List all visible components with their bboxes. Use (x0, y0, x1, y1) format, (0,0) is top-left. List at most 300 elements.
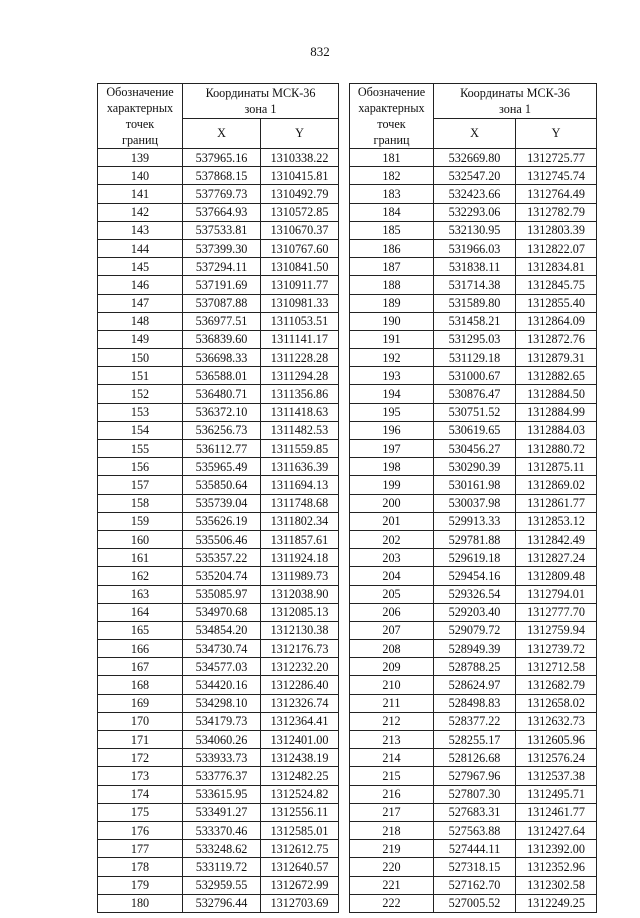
x-coordinate-cell: 531458.21 (434, 312, 516, 330)
point-id-cell: 190 (350, 312, 434, 330)
table-row (350, 185, 597, 203)
point-id-cell: 177 (98, 840, 183, 858)
y-coordinate-cell: 1310670.37 (261, 221, 339, 239)
x-coordinate-cell: 527807.30 (434, 785, 516, 803)
table-row (98, 512, 339, 530)
x-coordinate-cell: 527563.88 (434, 821, 516, 839)
x-coordinate-cell: 528624.97 (434, 676, 516, 694)
table-row (350, 367, 597, 385)
table-row (350, 549, 597, 567)
table-row (98, 239, 339, 257)
x-coordinate-cell: 536698.33 (183, 349, 261, 367)
x-coordinate-cell: 534854.20 (183, 621, 261, 639)
x-coordinate-cell: 537868.15 (183, 167, 261, 185)
y-coordinate-cell: 1312842.49 (516, 530, 597, 548)
y-coordinate-cell: 1311857.61 (261, 530, 339, 548)
y-coordinate-cell: 1310911.77 (261, 276, 339, 294)
header-y: Y (516, 119, 597, 149)
table-row (98, 312, 339, 330)
y-coordinate-cell: 1312632.73 (516, 712, 597, 730)
table-row (350, 258, 597, 276)
point-id-cell: 211 (350, 694, 434, 712)
y-coordinate-cell: 1312745.74 (516, 167, 597, 185)
x-coordinate-cell: 529619.18 (434, 549, 516, 567)
table-row (350, 167, 597, 185)
y-coordinate-cell: 1312640.57 (261, 858, 339, 876)
table-row (350, 476, 597, 494)
table-row (350, 349, 597, 367)
table-row (350, 603, 597, 621)
point-id-cell: 215 (350, 767, 434, 785)
y-coordinate-cell: 1310841.50 (261, 258, 339, 276)
y-coordinate-cell: 1312712.58 (516, 658, 597, 676)
table-row (350, 749, 597, 767)
point-id-cell: 145 (98, 258, 183, 276)
x-coordinate-cell: 532796.44 (183, 894, 261, 912)
table-row (350, 294, 597, 312)
x-coordinate-cell: 527162.70 (434, 876, 516, 894)
y-coordinate-cell: 1312764.49 (516, 185, 597, 203)
point-id-cell: 191 (350, 330, 434, 348)
y-coordinate-cell: 1312739.72 (516, 640, 597, 658)
table-row (98, 603, 339, 621)
x-coordinate-cell: 536977.51 (183, 312, 261, 330)
table-row (350, 894, 597, 912)
point-id-cell: 165 (98, 621, 183, 639)
point-id-cell: 198 (350, 458, 434, 476)
y-coordinate-cell: 1312884.99 (516, 403, 597, 421)
point-id-cell: 218 (350, 821, 434, 839)
y-coordinate-cell: 1311228.28 (261, 349, 339, 367)
x-coordinate-cell: 531589.80 (434, 294, 516, 312)
y-coordinate-cell: 1312864.09 (516, 312, 597, 330)
point-id-cell: 158 (98, 494, 183, 512)
point-id-cell: 175 (98, 803, 183, 821)
table-row (350, 458, 597, 476)
point-id-cell: 207 (350, 621, 434, 639)
x-coordinate-cell: 530037.98 (434, 494, 516, 512)
point-id-cell: 210 (350, 676, 434, 694)
y-coordinate-cell: 1312782.79 (516, 203, 597, 221)
y-coordinate-cell: 1312176.73 (261, 640, 339, 658)
table-row (98, 712, 339, 730)
point-id-cell: 185 (350, 221, 434, 239)
x-coordinate-cell: 535965.49 (183, 458, 261, 476)
header-coordinate-system: Координаты МСК-36 зона 1 (434, 84, 597, 119)
point-id-cell: 205 (350, 585, 434, 603)
y-coordinate-cell: 1312703.69 (261, 894, 339, 912)
point-id-cell: 189 (350, 294, 434, 312)
point-id-cell: 217 (350, 803, 434, 821)
y-coordinate-cell: 1312872.76 (516, 330, 597, 348)
point-id-cell: 192 (350, 349, 434, 367)
x-coordinate-cell: 531129.18 (434, 349, 516, 367)
point-id-cell: 178 (98, 858, 183, 876)
y-coordinate-cell: 1312861.77 (516, 494, 597, 512)
table-row (98, 167, 339, 185)
y-coordinate-cell: 1310492.79 (261, 185, 339, 203)
x-coordinate-cell: 528788.25 (434, 658, 516, 676)
point-id-cell: 202 (350, 530, 434, 548)
y-coordinate-cell: 1311802.34 (261, 512, 339, 530)
y-coordinate-cell: 1312585.01 (261, 821, 339, 839)
table-row (98, 330, 339, 348)
x-coordinate-cell: 535085.97 (183, 585, 261, 603)
table-row (98, 894, 339, 912)
x-coordinate-cell: 534179.73 (183, 712, 261, 730)
table-row (350, 785, 597, 803)
x-coordinate-cell: 527318.15 (434, 858, 516, 876)
table-row (98, 385, 339, 403)
x-coordinate-cell: 533776.37 (183, 767, 261, 785)
table-row (350, 840, 597, 858)
x-coordinate-cell: 536839.60 (183, 330, 261, 348)
table-row (98, 421, 339, 439)
table-row (98, 403, 339, 421)
y-coordinate-cell: 1312855.40 (516, 294, 597, 312)
x-coordinate-cell: 530876.47 (434, 385, 516, 403)
y-coordinate-cell: 1312869.02 (516, 476, 597, 494)
point-id-cell: 149 (98, 330, 183, 348)
y-coordinate-cell: 1312427.64 (516, 821, 597, 839)
y-coordinate-cell: 1312524.82 (261, 785, 339, 803)
point-id-cell: 167 (98, 658, 183, 676)
y-coordinate-cell: 1312777.70 (516, 603, 597, 621)
x-coordinate-cell: 531295.03 (434, 330, 516, 348)
point-id-cell: 222 (350, 894, 434, 912)
point-id-cell: 170 (98, 712, 183, 730)
x-coordinate-cell: 531000.67 (434, 367, 516, 385)
x-coordinate-cell: 527967.96 (434, 767, 516, 785)
point-id-cell: 166 (98, 640, 183, 658)
y-coordinate-cell: 1310767.60 (261, 239, 339, 257)
y-coordinate-cell: 1312853.12 (516, 512, 597, 530)
point-id-cell: 187 (350, 258, 434, 276)
x-coordinate-cell: 535850.64 (183, 476, 261, 494)
x-coordinate-cell: 532293.06 (434, 203, 516, 221)
table-row (98, 749, 339, 767)
point-id-cell: 143 (98, 221, 183, 239)
table-row (350, 621, 597, 639)
x-coordinate-cell: 533248.62 (183, 840, 261, 858)
point-id-cell: 212 (350, 712, 434, 730)
x-coordinate-cell: 537294.11 (183, 258, 261, 276)
point-id-cell: 146 (98, 276, 183, 294)
table-row (98, 221, 339, 239)
table-row (98, 785, 339, 803)
x-coordinate-cell: 537769.73 (183, 185, 261, 203)
x-coordinate-cell: 528498.83 (434, 694, 516, 712)
y-coordinate-cell: 1312364.41 (261, 712, 339, 730)
x-coordinate-cell: 532547.20 (434, 167, 516, 185)
table-row (350, 821, 597, 839)
point-id-cell: 144 (98, 239, 183, 257)
y-coordinate-cell: 1312884.50 (516, 385, 597, 403)
y-coordinate-cell: 1312556.11 (261, 803, 339, 821)
x-coordinate-cell: 534730.74 (183, 640, 261, 658)
point-id-cell: 193 (350, 367, 434, 385)
x-coordinate-cell: 535626.19 (183, 512, 261, 530)
point-id-cell: 171 (98, 731, 183, 749)
x-coordinate-cell: 528126.68 (434, 749, 516, 767)
y-coordinate-cell: 1312605.96 (516, 731, 597, 749)
y-coordinate-cell: 1312352.96 (516, 858, 597, 876)
point-id-cell: 216 (350, 785, 434, 803)
x-coordinate-cell: 529203.40 (434, 603, 516, 621)
table-row (350, 149, 597, 167)
y-coordinate-cell: 1312884.03 (516, 421, 597, 439)
x-coordinate-cell: 536588.01 (183, 367, 261, 385)
point-id-cell: 163 (98, 585, 183, 603)
table-row (350, 803, 597, 821)
y-coordinate-cell: 1312438.19 (261, 749, 339, 767)
point-id-cell: 142 (98, 203, 183, 221)
table-row (98, 276, 339, 294)
x-coordinate-cell: 530456.27 (434, 440, 516, 458)
table-row (350, 512, 597, 530)
point-id-cell: 176 (98, 821, 183, 839)
point-id-cell: 173 (98, 767, 183, 785)
y-coordinate-cell: 1312232.20 (261, 658, 339, 676)
table-row (350, 330, 597, 348)
x-coordinate-cell: 532669.80 (434, 149, 516, 167)
table-row (350, 712, 597, 730)
y-coordinate-cell: 1312461.77 (516, 803, 597, 821)
table-row (350, 494, 597, 512)
y-coordinate-cell: 1312392.00 (516, 840, 597, 858)
point-id-cell: 197 (350, 440, 434, 458)
x-coordinate-cell: 528949.39 (434, 640, 516, 658)
y-coordinate-cell: 1312882.65 (516, 367, 597, 385)
table-row (98, 803, 339, 821)
x-coordinate-cell: 536480.71 (183, 385, 261, 403)
y-coordinate-cell: 1312085.13 (261, 603, 339, 621)
table-row (98, 585, 339, 603)
x-coordinate-cell: 537664.93 (183, 203, 261, 221)
y-coordinate-cell: 1311924.18 (261, 549, 339, 567)
point-id-cell: 221 (350, 876, 434, 894)
y-coordinate-cell: 1312495.71 (516, 785, 597, 803)
point-id-cell: 141 (98, 185, 183, 203)
x-coordinate-cell: 530619.65 (434, 421, 516, 439)
y-coordinate-cell: 1312612.75 (261, 840, 339, 858)
x-coordinate-cell: 537965.16 (183, 149, 261, 167)
table-row (350, 694, 597, 712)
y-coordinate-cell: 1311141.17 (261, 330, 339, 348)
x-coordinate-cell: 529913.33 (434, 512, 516, 530)
y-coordinate-cell: 1311748.68 (261, 494, 339, 512)
point-id-cell: 157 (98, 476, 183, 494)
y-coordinate-cell: 1312482.25 (261, 767, 339, 785)
table-row (350, 858, 597, 876)
y-coordinate-cell: 1311053.51 (261, 312, 339, 330)
point-id-cell: 156 (98, 458, 183, 476)
point-id-cell: 155 (98, 440, 183, 458)
y-coordinate-cell: 1312725.77 (516, 149, 597, 167)
point-id-cell: 220 (350, 858, 434, 876)
x-coordinate-cell: 532959.55 (183, 876, 261, 894)
x-coordinate-cell: 528255.17 (434, 731, 516, 749)
y-coordinate-cell: 1312803.39 (516, 221, 597, 239)
x-coordinate-cell: 534298.10 (183, 694, 261, 712)
table-row (350, 876, 597, 894)
y-coordinate-cell: 1312827.24 (516, 549, 597, 567)
y-coordinate-cell: 1312537.38 (516, 767, 597, 785)
table-row (350, 221, 597, 239)
table-row (98, 185, 339, 203)
x-coordinate-cell: 535204.74 (183, 567, 261, 585)
point-id-cell: 195 (350, 403, 434, 421)
table-row (350, 676, 597, 694)
point-id-cell: 181 (350, 149, 434, 167)
point-id-cell: 162 (98, 567, 183, 585)
header-y: Y (261, 119, 339, 149)
y-coordinate-cell: 1312809.48 (516, 567, 597, 585)
table-row (98, 458, 339, 476)
x-coordinate-cell: 529079.72 (434, 621, 516, 639)
table-row (98, 694, 339, 712)
table-row (350, 312, 597, 330)
table-row (350, 530, 597, 548)
y-coordinate-cell: 1311482.53 (261, 421, 339, 439)
table-row (350, 585, 597, 603)
point-id-cell: 180 (98, 894, 183, 912)
y-coordinate-cell: 1312875.11 (516, 458, 597, 476)
x-coordinate-cell: 536256.73 (183, 421, 261, 439)
y-coordinate-cell: 1310981.33 (261, 294, 339, 312)
y-coordinate-cell: 1311559.85 (261, 440, 339, 458)
table-row (98, 203, 339, 221)
table-row (350, 767, 597, 785)
point-id-cell: 200 (350, 494, 434, 512)
point-id-cell: 183 (350, 185, 434, 203)
x-coordinate-cell: 533119.72 (183, 858, 261, 876)
page-number: 832 (310, 44, 330, 59)
y-coordinate-cell: 1312759.94 (516, 621, 597, 639)
table-row (98, 640, 339, 658)
table-row (98, 349, 339, 367)
x-coordinate-cell: 533615.95 (183, 785, 261, 803)
x-coordinate-cell: 535357.22 (183, 549, 261, 567)
x-coordinate-cell: 537191.69 (183, 276, 261, 294)
x-coordinate-cell: 528377.22 (434, 712, 516, 730)
point-id-cell: 164 (98, 603, 183, 621)
y-coordinate-cell: 1312302.58 (516, 876, 597, 894)
x-coordinate-cell: 537533.81 (183, 221, 261, 239)
table-row (98, 549, 339, 567)
x-coordinate-cell: 529781.88 (434, 530, 516, 548)
point-id-cell: 152 (98, 385, 183, 403)
point-id-cell: 150 (98, 349, 183, 367)
point-id-cell: 147 (98, 294, 183, 312)
x-coordinate-cell: 530161.98 (434, 476, 516, 494)
header-x: X (183, 119, 261, 149)
y-coordinate-cell: 1312672.99 (261, 876, 339, 894)
y-coordinate-cell: 1312879.31 (516, 349, 597, 367)
x-coordinate-cell: 535739.04 (183, 494, 261, 512)
point-id-cell: 139 (98, 149, 183, 167)
table-row (98, 494, 339, 512)
y-coordinate-cell: 1310338.22 (261, 149, 339, 167)
x-coordinate-cell: 527683.31 (434, 803, 516, 821)
x-coordinate-cell: 533491.27 (183, 803, 261, 821)
point-id-cell: 219 (350, 840, 434, 858)
table-row (350, 385, 597, 403)
x-coordinate-cell: 529326.54 (434, 585, 516, 603)
table-row (98, 676, 339, 694)
x-coordinate-cell: 534060.26 (183, 731, 261, 749)
table-row (350, 731, 597, 749)
table-row (98, 858, 339, 876)
point-id-cell: 204 (350, 567, 434, 585)
table-row (98, 294, 339, 312)
y-coordinate-cell: 1312794.01 (516, 585, 597, 603)
table-row (350, 403, 597, 421)
coordinates-table-right (349, 83, 597, 913)
x-coordinate-cell: 535506.46 (183, 530, 261, 548)
point-id-cell: 214 (350, 749, 434, 767)
y-coordinate-cell: 1311636.39 (261, 458, 339, 476)
y-coordinate-cell: 1312130.38 (261, 621, 339, 639)
table-row (350, 203, 597, 221)
table-row (350, 239, 597, 257)
table-row (350, 658, 597, 676)
y-coordinate-cell: 1311356.86 (261, 385, 339, 403)
x-coordinate-cell: 532130.95 (434, 221, 516, 239)
point-id-cell: 174 (98, 785, 183, 803)
header-coordinate-system: Координаты МСК-36 зона 1 (183, 84, 339, 119)
table-row (98, 440, 339, 458)
y-coordinate-cell: 1310415.81 (261, 167, 339, 185)
point-id-cell: 159 (98, 512, 183, 530)
point-id-cell: 199 (350, 476, 434, 494)
x-coordinate-cell: 532423.66 (434, 185, 516, 203)
x-coordinate-cell: 534970.68 (183, 603, 261, 621)
x-coordinate-cell: 530751.52 (434, 403, 516, 421)
point-id-cell: 208 (350, 640, 434, 658)
point-id-cell: 154 (98, 421, 183, 439)
point-id-cell: 140 (98, 167, 183, 185)
point-id-cell: 209 (350, 658, 434, 676)
point-id-cell: 160 (98, 530, 183, 548)
point-id-cell: 151 (98, 367, 183, 385)
x-coordinate-cell: 537399.30 (183, 239, 261, 257)
table-row (350, 640, 597, 658)
y-coordinate-cell: 1311418.63 (261, 403, 339, 421)
point-id-cell: 148 (98, 312, 183, 330)
point-id-cell: 172 (98, 749, 183, 767)
table-row (98, 840, 339, 858)
table-row (98, 876, 339, 894)
point-id-cell: 182 (350, 167, 434, 185)
point-id-cell: 213 (350, 731, 434, 749)
y-coordinate-cell: 1311989.73 (261, 567, 339, 585)
point-id-cell: 196 (350, 421, 434, 439)
y-coordinate-cell: 1311294.28 (261, 367, 339, 385)
table-row (98, 530, 339, 548)
table-row (98, 476, 339, 494)
point-id-cell: 169 (98, 694, 183, 712)
table-row (98, 149, 339, 167)
y-coordinate-cell: 1312576.24 (516, 749, 597, 767)
point-id-cell: 206 (350, 603, 434, 621)
x-coordinate-cell: 534420.16 (183, 676, 261, 694)
table-row (350, 421, 597, 439)
point-id-cell: 161 (98, 549, 183, 567)
y-coordinate-cell: 1312401.00 (261, 731, 339, 749)
x-coordinate-cell: 531714.38 (434, 276, 516, 294)
y-coordinate-cell: 1312326.74 (261, 694, 339, 712)
